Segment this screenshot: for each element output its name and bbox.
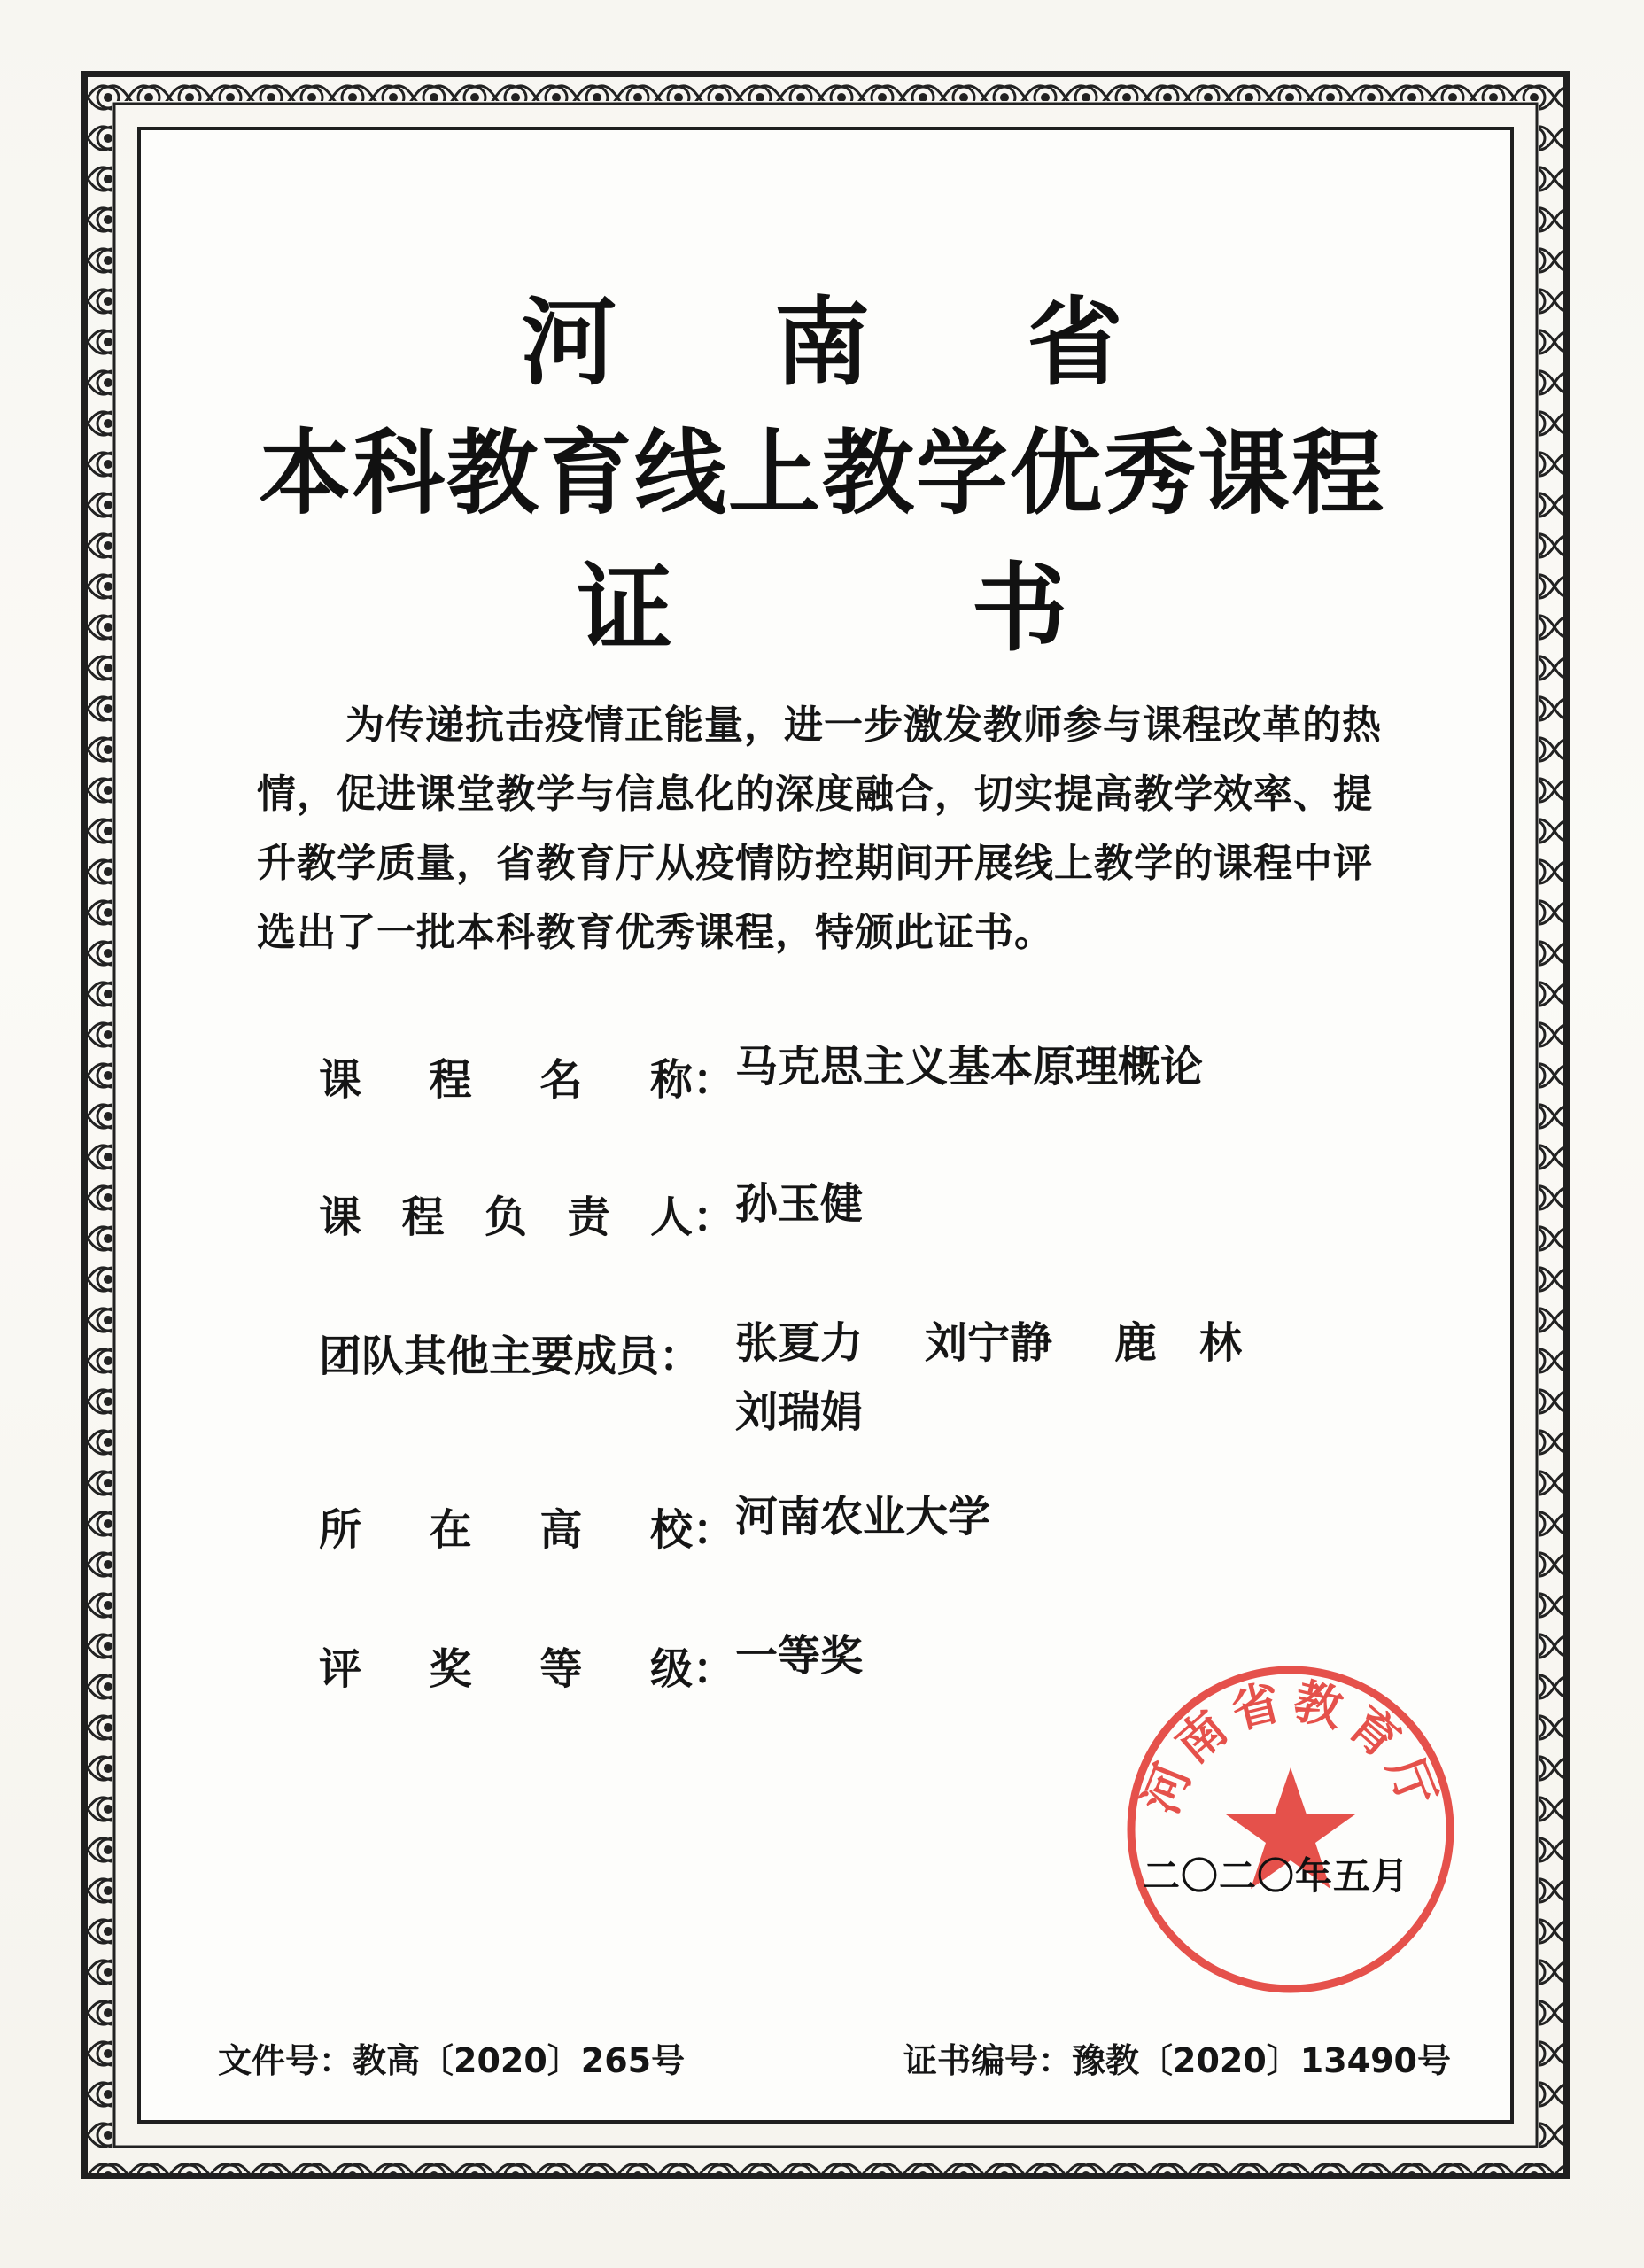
course-name-value: 马克思主义基本原理概论 <box>735 1042 1204 1091</box>
svg-text:河南省教育厅: 河南省教育厅 <box>1131 1671 1450 1821</box>
team-members-value <box>735 1309 1304 1447</box>
team-members-label <box>319 1322 735 1447</box>
school-value: 河南农业大学 <box>735 1492 991 1542</box>
field-course-lead <box>319 1179 864 1244</box>
course-lead-label <box>319 1183 735 1244</box>
label-char: 在 <box>429 1505 472 1555</box>
label-char: 责 <box>567 1192 610 1242</box>
label-char: 程 <box>401 1192 445 1242</box>
team-member: 刘宁静 <box>925 1318 1053 1368</box>
title-province: 河 南 省 <box>521 287 1185 399</box>
label-char: 等 <box>539 1644 583 1694</box>
field-team-members <box>319 1318 1304 1447</box>
title-certificate: 证 书 <box>577 553 1200 664</box>
award-level-value: 一等奖 <box>735 1631 864 1681</box>
field-course-name <box>319 1042 1204 1107</box>
label-char: 校： <box>649 1505 735 1555</box>
title-award: 本科教育线上教学优秀课程 <box>258 418 1385 527</box>
label-char: 负 <box>484 1192 527 1242</box>
team-member: 鹿 林 <box>1114 1318 1243 1368</box>
intro-paragraph: 为传递抗击疫情正能量，进一步激发教师参与课程改革的热情，促进课堂教学与信息化的深度融合，切实提高教学效率、提升教学质量，省教育厅从疫情防控期间开展线上教学的课程中评选出了一批本科教育优秀课程，特颁此证书。 <box>257 703 1382 955</box>
label-char: 称： <box>649 1055 735 1105</box>
field-award-level <box>319 1631 864 1696</box>
label-char: 团队其他主要成员： <box>319 1332 702 1381</box>
label-char: 名 <box>539 1055 583 1105</box>
label-char: 评 <box>319 1644 362 1694</box>
label-char: 课 <box>319 1055 362 1105</box>
label-char: 课 <box>319 1192 362 1242</box>
team-member: 张夏力 <box>735 1318 864 1368</box>
label-char: 级： <box>649 1644 735 1694</box>
document-number: 文件号：教高〔2020〕265号 <box>218 2041 686 2080</box>
label-char: 所 <box>319 1505 362 1555</box>
field-school <box>319 1492 991 1557</box>
issue-date: 二〇二〇年五月 <box>1143 1854 1410 1898</box>
label-char: 人： <box>649 1192 735 1242</box>
course-name-label <box>319 1045 735 1107</box>
certificate-number: 证书编号：豫教〔2020〕13490号 <box>903 2041 1451 2080</box>
label-char: 高 <box>539 1505 583 1555</box>
course-lead-value: 孙玉健 <box>735 1179 864 1229</box>
school-label <box>319 1495 735 1557</box>
official-seal <box>1118 1657 1463 2002</box>
award-level-label <box>319 1635 735 1696</box>
label-char: 奖 <box>429 1644 472 1694</box>
team-member: 刘瑞娟 <box>735 1387 864 1437</box>
label-char: 程 <box>429 1055 472 1105</box>
